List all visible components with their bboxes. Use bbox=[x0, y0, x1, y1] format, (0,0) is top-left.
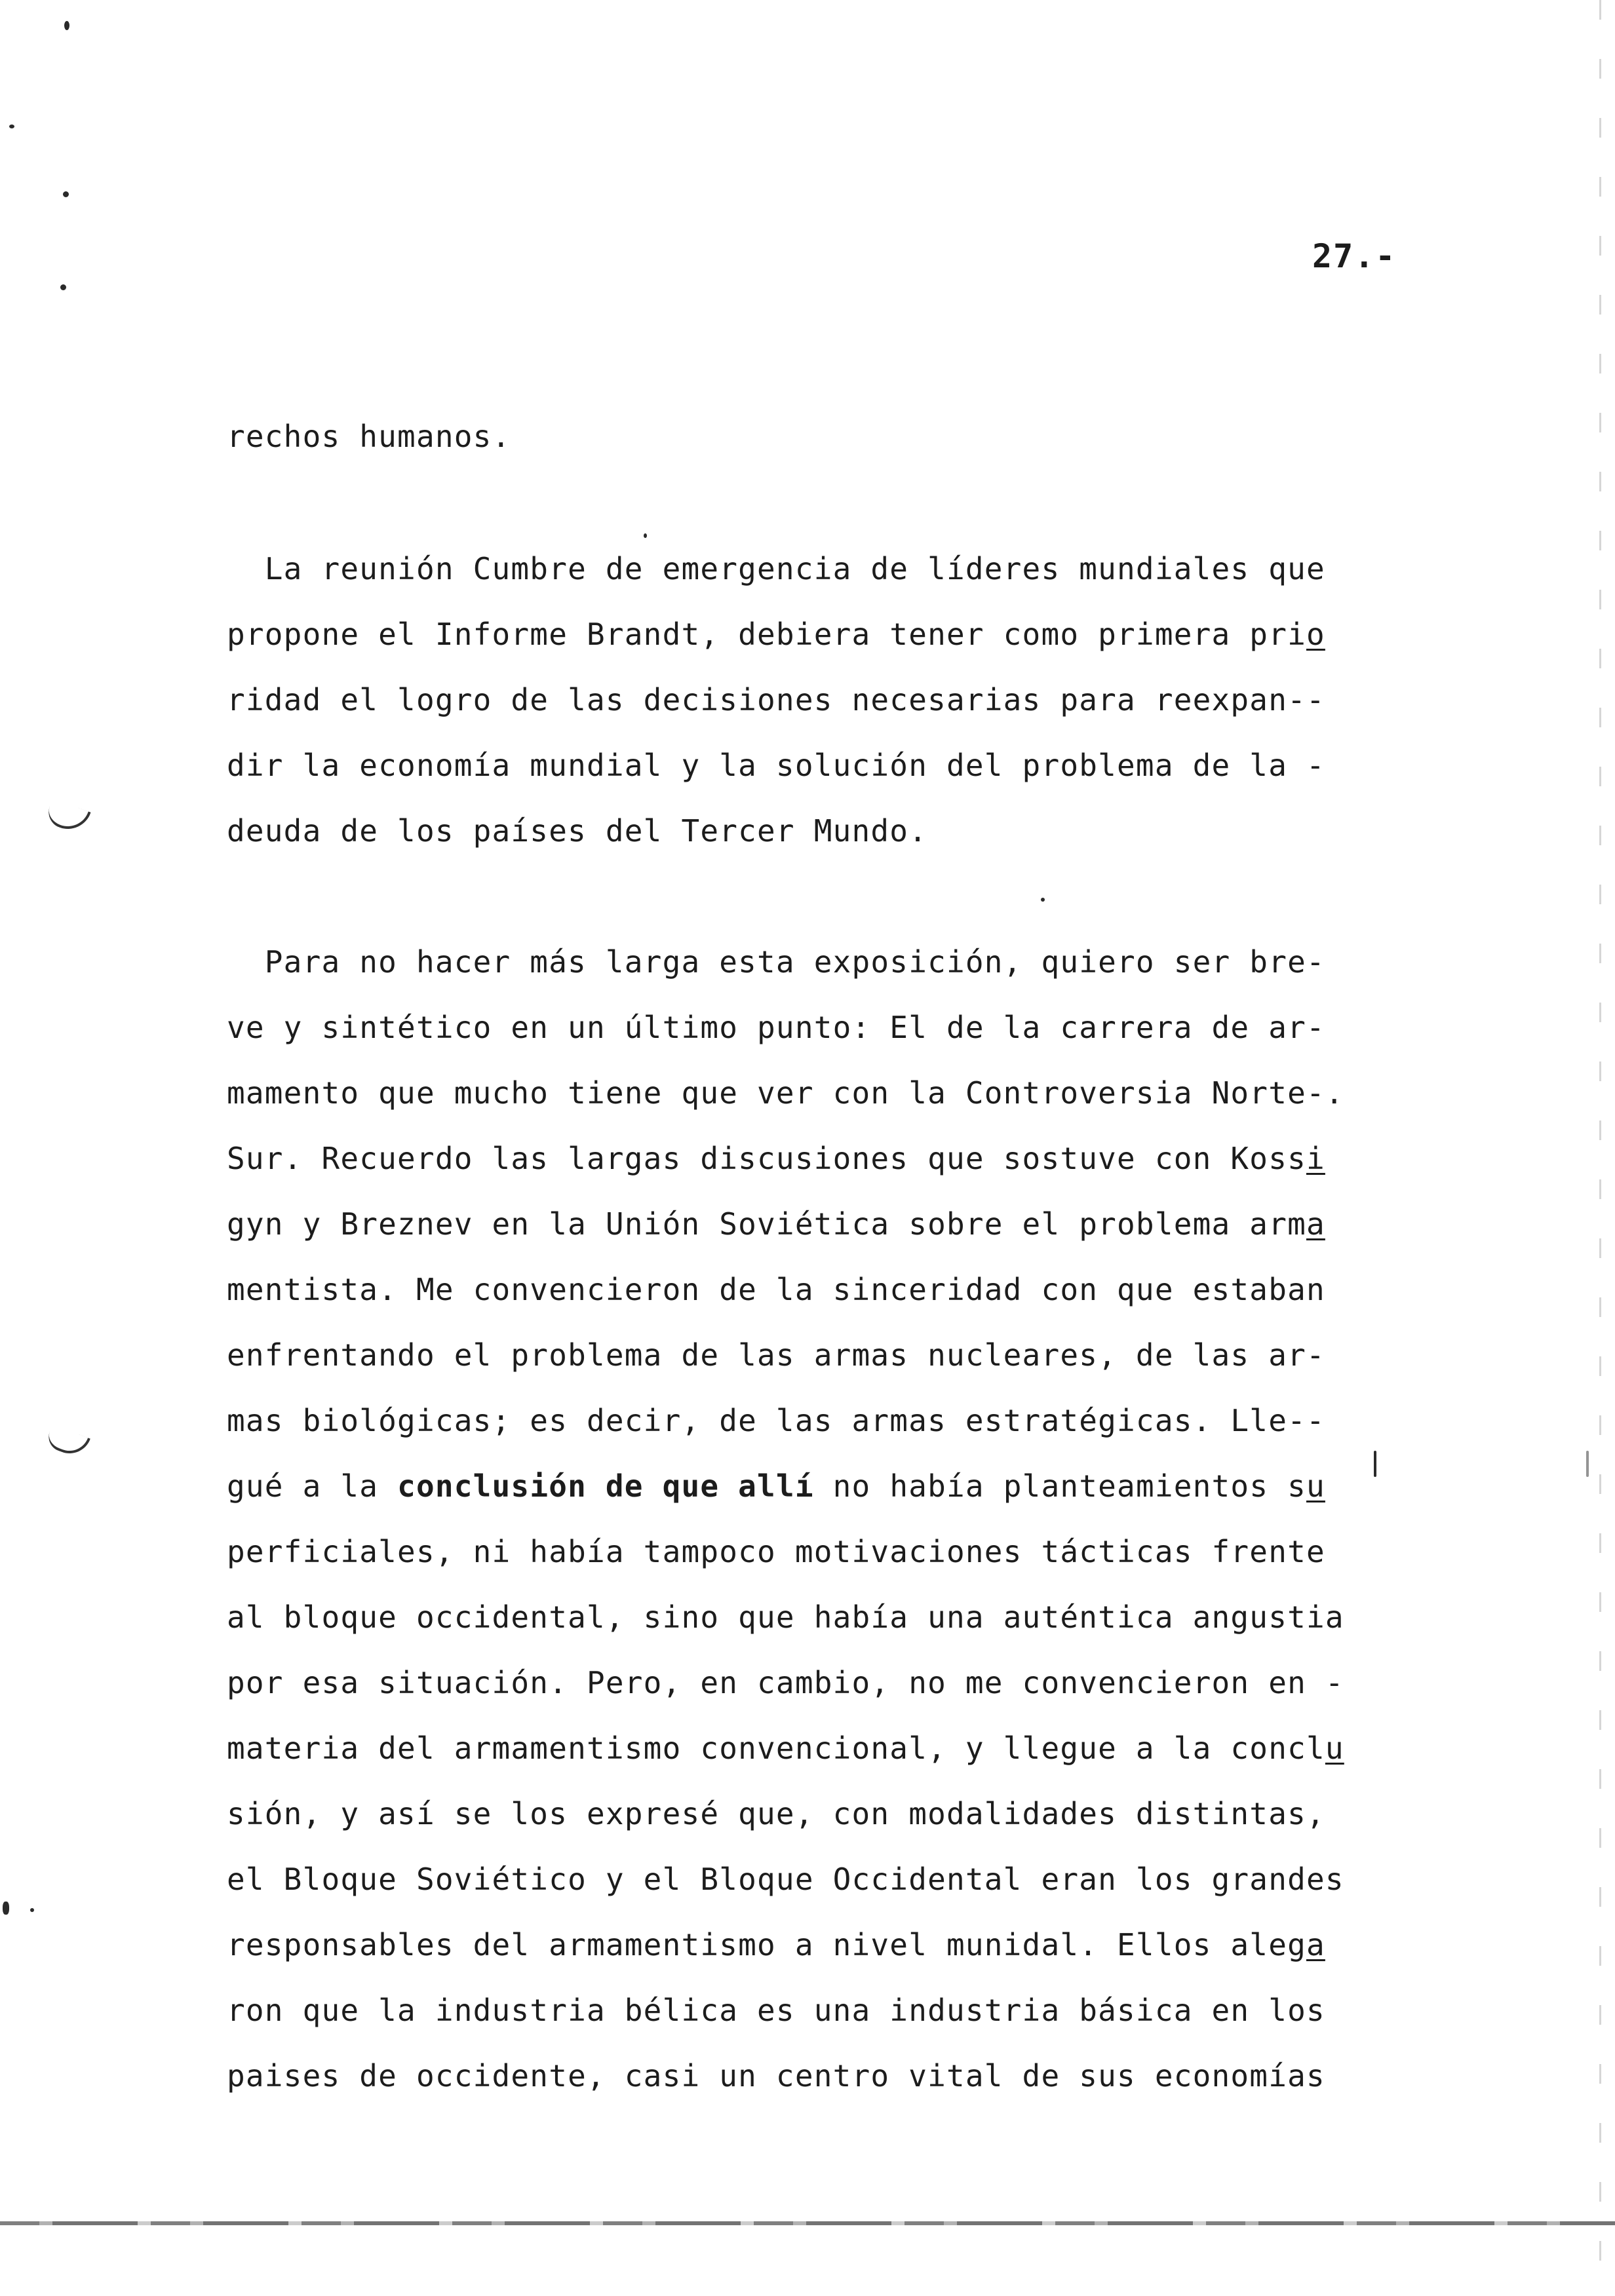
text-line bbox=[227, 1598, 1344, 1637]
text-run: al bloque occidental, sino que había una auténtica angustia bbox=[227, 1599, 1344, 1635]
text-line bbox=[227, 1860, 1344, 1899]
scan-speck bbox=[1586, 1451, 1589, 1477]
text-run: deuda de los países del Tercer Mundo. bbox=[227, 813, 928, 849]
underlined-syllable: u bbox=[1306, 1468, 1325, 1504]
underlined-syllable: a bbox=[1306, 1927, 1325, 1962]
text-run: gyn y Breznev en la Unión Soviética sobre el problema arm bbox=[227, 1206, 1306, 1242]
text-run: Sur. Recuerdo las largas discusiones que sostuve con Koss bbox=[227, 1141, 1306, 1176]
text-line bbox=[227, 811, 927, 851]
text-run: no había planteamientos s bbox=[813, 1468, 1307, 1504]
scan-hole-mark bbox=[44, 799, 90, 836]
text-line bbox=[227, 615, 1325, 654]
text-run: La reunión Cumbre de emergencia de líderes mundiales que bbox=[227, 551, 1325, 586]
text-line bbox=[227, 680, 1325, 719]
bold-text: conclusión de que allí bbox=[397, 1468, 814, 1504]
scan-speck bbox=[1374, 1451, 1376, 1477]
scan-speck bbox=[3, 1902, 9, 1915]
text-run: mentista. Me convencieron de la sinceridad con que estaban bbox=[227, 1272, 1325, 1307]
text-line bbox=[227, 417, 511, 456]
text-run: ve y sintético en un último punto: El de la carrera de ar- bbox=[227, 1010, 1325, 1045]
text-line bbox=[227, 1532, 1325, 1571]
text-line bbox=[227, 1991, 1325, 2030]
underlined-syllable: o bbox=[1306, 617, 1325, 652]
underlined-syllable: i bbox=[1306, 1141, 1325, 1176]
text-line bbox=[227, 1335, 1325, 1375]
text-line bbox=[227, 1925, 1325, 1964]
scan-speck bbox=[64, 21, 69, 30]
page-number: 27.- bbox=[1312, 237, 1397, 275]
bottom-rule bbox=[0, 2221, 1615, 2225]
text-line bbox=[227, 942, 1325, 982]
text-run: gué a la bbox=[227, 1468, 398, 1504]
text-run: ridad el logro de las decisiones necesarias para reexpan-- bbox=[227, 682, 1325, 718]
scan-speck bbox=[644, 533, 647, 538]
text-run: paises de occidente, casi un centro vital de sus economías bbox=[227, 2058, 1325, 2094]
text-line bbox=[227, 1401, 1325, 1440]
underlined-syllable: u bbox=[1325, 1731, 1344, 1766]
page-edge bbox=[1599, 0, 1601, 2296]
text-run: mas biológicas; es decir, de las armas estratégicas. Lle-- bbox=[227, 1403, 1325, 1438]
text-run: materia del armamentismo convencional, y llegue a la concl bbox=[227, 1731, 1325, 1766]
text-run: propone el Informe Brandt, debiera tener como primera pri bbox=[227, 617, 1306, 652]
scan-speck bbox=[1041, 898, 1045, 902]
text-line bbox=[227, 2056, 1325, 2095]
scan-speck bbox=[60, 284, 66, 290]
text-run: por esa situación. Pero, en cambio, no me convencieron en - bbox=[227, 1665, 1344, 1700]
text-line bbox=[227, 1204, 1325, 1244]
underlined-syllable: a bbox=[1306, 1206, 1325, 1242]
scan-speck bbox=[30, 1908, 34, 1912]
scan-speck bbox=[9, 124, 14, 128]
text-run: dir la economía mundial y la solución del problema de la - bbox=[227, 748, 1325, 783]
text-run: enfrentando el problema de las armas nucleares, de las ar- bbox=[227, 1337, 1325, 1373]
text-line bbox=[227, 1073, 1344, 1113]
text-run: Para no hacer más larga esta exposición, quiero ser bre- bbox=[227, 944, 1325, 980]
text-run: sión, y así se los expresé que, con modalidades distintas, bbox=[227, 1796, 1325, 1831]
scan-hole-mark bbox=[45, 1425, 90, 1459]
text-run: el Bloque Soviético y el Bloque Occidental eran los grandes bbox=[227, 1862, 1344, 1897]
text-line bbox=[227, 1270, 1325, 1309]
text-run: responsables del armamentismo a nivel munidal. Ellos aleg bbox=[227, 1927, 1306, 1962]
text-line bbox=[227, 746, 1325, 785]
text-line bbox=[227, 1729, 1344, 1768]
scan-speck bbox=[63, 191, 69, 197]
text-line bbox=[227, 1008, 1325, 1047]
text-run: ron que la industria bélica es una industria básica en los bbox=[227, 1993, 1325, 2028]
text-run: rechos humanos. bbox=[227, 419, 511, 454]
text-run: mamento que mucho tiene que ver con la Controversia Norte-. bbox=[227, 1075, 1344, 1111]
text-line bbox=[227, 1663, 1344, 1702]
text-line bbox=[227, 1794, 1325, 1833]
text-line bbox=[227, 549, 1325, 588]
text-run: perficiales, ni había tampoco motivaciones tácticas frente bbox=[227, 1534, 1325, 1569]
text-line bbox=[227, 1139, 1325, 1178]
text-line bbox=[227, 1466, 1325, 1506]
